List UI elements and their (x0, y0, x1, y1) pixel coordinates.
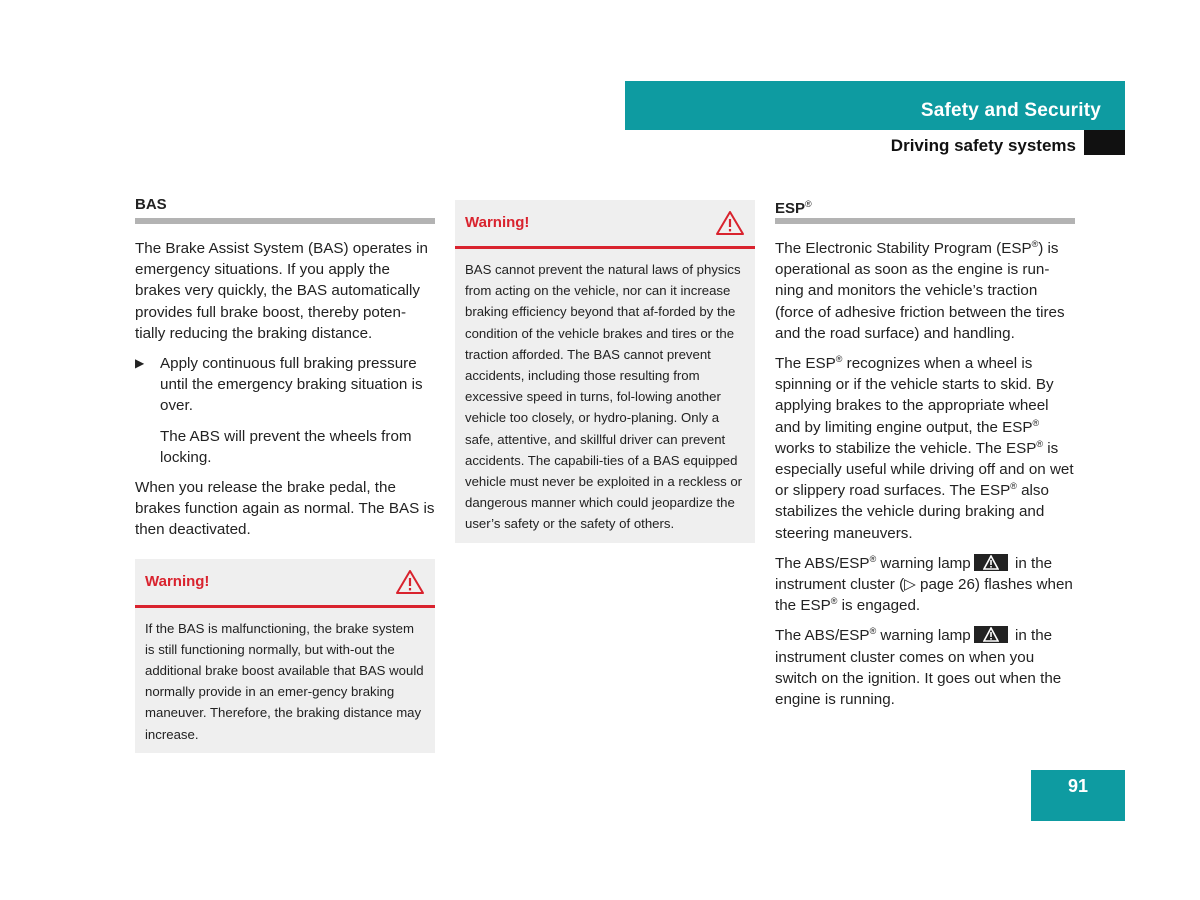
registered-mark: ® (869, 553, 877, 564)
column-esp (775, 195, 1075, 719)
esp-paragraph-3 (775, 553, 1075, 617)
header-marker (1084, 130, 1125, 155)
section-title: Safety and Security (920, 100, 1101, 121)
registered-mark: ® (1010, 481, 1017, 492)
text: warning lamp (876, 627, 971, 645)
heading-esp-text: ESP (775, 200, 806, 217)
registered-mark: ® (830, 596, 838, 607)
bas-paragraph-1: The Brake Assist System (BAS) operates in emergency situations. If you apply the brakes very quickly, the BAS automatically provides full brake boost, thereby poten-tially reducing the braking distance. (135, 240, 428, 342)
text: ) is operational as soon as the engine is run-ning and monitors the vehicle’s traction (force of adhesive friction between the tires and the road surface) and handling. (775, 240, 1065, 342)
bas-paragraph-2: When you release the brake pedal, the brakes function again as normal. The BAS is then deactivated. (135, 479, 435, 539)
text: The ABS/ESP (775, 554, 870, 572)
header-bar (625, 81, 1125, 130)
page-number: 91 (1067, 776, 1089, 796)
registered-mark: ® (805, 199, 812, 209)
warning-title: Warning! (145, 573, 210, 591)
column-warning (455, 200, 755, 543)
text: in the instrument cluster (▷ page 26) flashes when the ESP (775, 554, 1073, 615)
esp-paragraph-2 (775, 353, 1075, 544)
page-number-box (1031, 770, 1125, 821)
warning-box-bas-malfunction (135, 559, 435, 753)
registered-mark: ® (1036, 438, 1044, 449)
registered-mark: ® (1031, 239, 1039, 249)
warning-header (455, 200, 755, 249)
text: also stabilizes the vehicle during braking and steering maneuvers. (775, 482, 1049, 542)
text: is especially useful while driving off and on wet or slippery road surfaces. The ESP (775, 439, 1074, 500)
text: The Electronic Stability Program (ESP (775, 240, 1032, 257)
esp-warning-lamp-icon (974, 554, 1008, 571)
registered-mark: ® (869, 626, 877, 637)
text: warning lamp (876, 554, 971, 572)
bas-instruction-text: Apply continuous full braking pressure until the emergency braking situation is over. (160, 355, 423, 415)
heading-bas: BAS (135, 195, 435, 224)
bas-instruction (135, 353, 435, 417)
warning-triangle-icon (715, 210, 745, 236)
registered-mark: ® (1032, 417, 1040, 428)
heading-esp (775, 195, 1075, 224)
column-bas (135, 195, 435, 753)
warning-title: Warning! (465, 214, 530, 232)
text: works to stabilize the vehicle. The ESP (775, 439, 1037, 457)
warning-text: If the BAS is malfunctioning, the brake system is still functioning normally, but with-out the additional brake boost available that BAS would normally provide in an emer-gency braking maneuver. Therefore, the braking distance may increase. (145, 620, 424, 742)
text: recognizes when a wheel is spinning or if the vehicle starts to skid. By applying brakes to the appropriate wheel and by limiting engine output, the ESP (775, 355, 1054, 436)
warning-header (135, 559, 435, 608)
text: in the instrument cluster comes on when you switch on the ignition. It goes out when the engine is running. (775, 627, 1062, 709)
warning-text: BAS cannot prevent the natural laws of physics from acting on the vehicle, nor can it increase braking efficiency beyond that af-forded by the condition of the vehicle brakes and tires or the traction afforded. The BAS cannot prevent accidents, including those resulting from excessive speed in turns, fol-lowing another vehicle too closely, or hydro-planing. Only a safe, attentive, and skillful driver can prevent accidents. The capabili-ties of a BAS equipped vehicle must never be exploited in a reckless or dangerous manner which could jeopardize the user’s safety or the safety of others. (465, 262, 743, 532)
esp-paragraph-1 (775, 238, 1075, 344)
text: The ESP (775, 355, 836, 373)
subsection-title: Driving safety systems (890, 136, 1076, 155)
bas-instruction-note: The ABS will prevent the wheels from locking. (160, 427, 412, 466)
registered-mark: ® (835, 354, 843, 365)
text: The ABS/ESP (775, 627, 870, 645)
warning-box-bas-limits (455, 200, 755, 543)
warning-triangle-icon (395, 569, 425, 595)
text: is engaged. (837, 597, 921, 615)
bullet-arrow-icon: ▶ (135, 356, 145, 371)
esp-paragraph-4 (775, 625, 1075, 710)
esp-warning-lamp-icon (974, 626, 1008, 643)
